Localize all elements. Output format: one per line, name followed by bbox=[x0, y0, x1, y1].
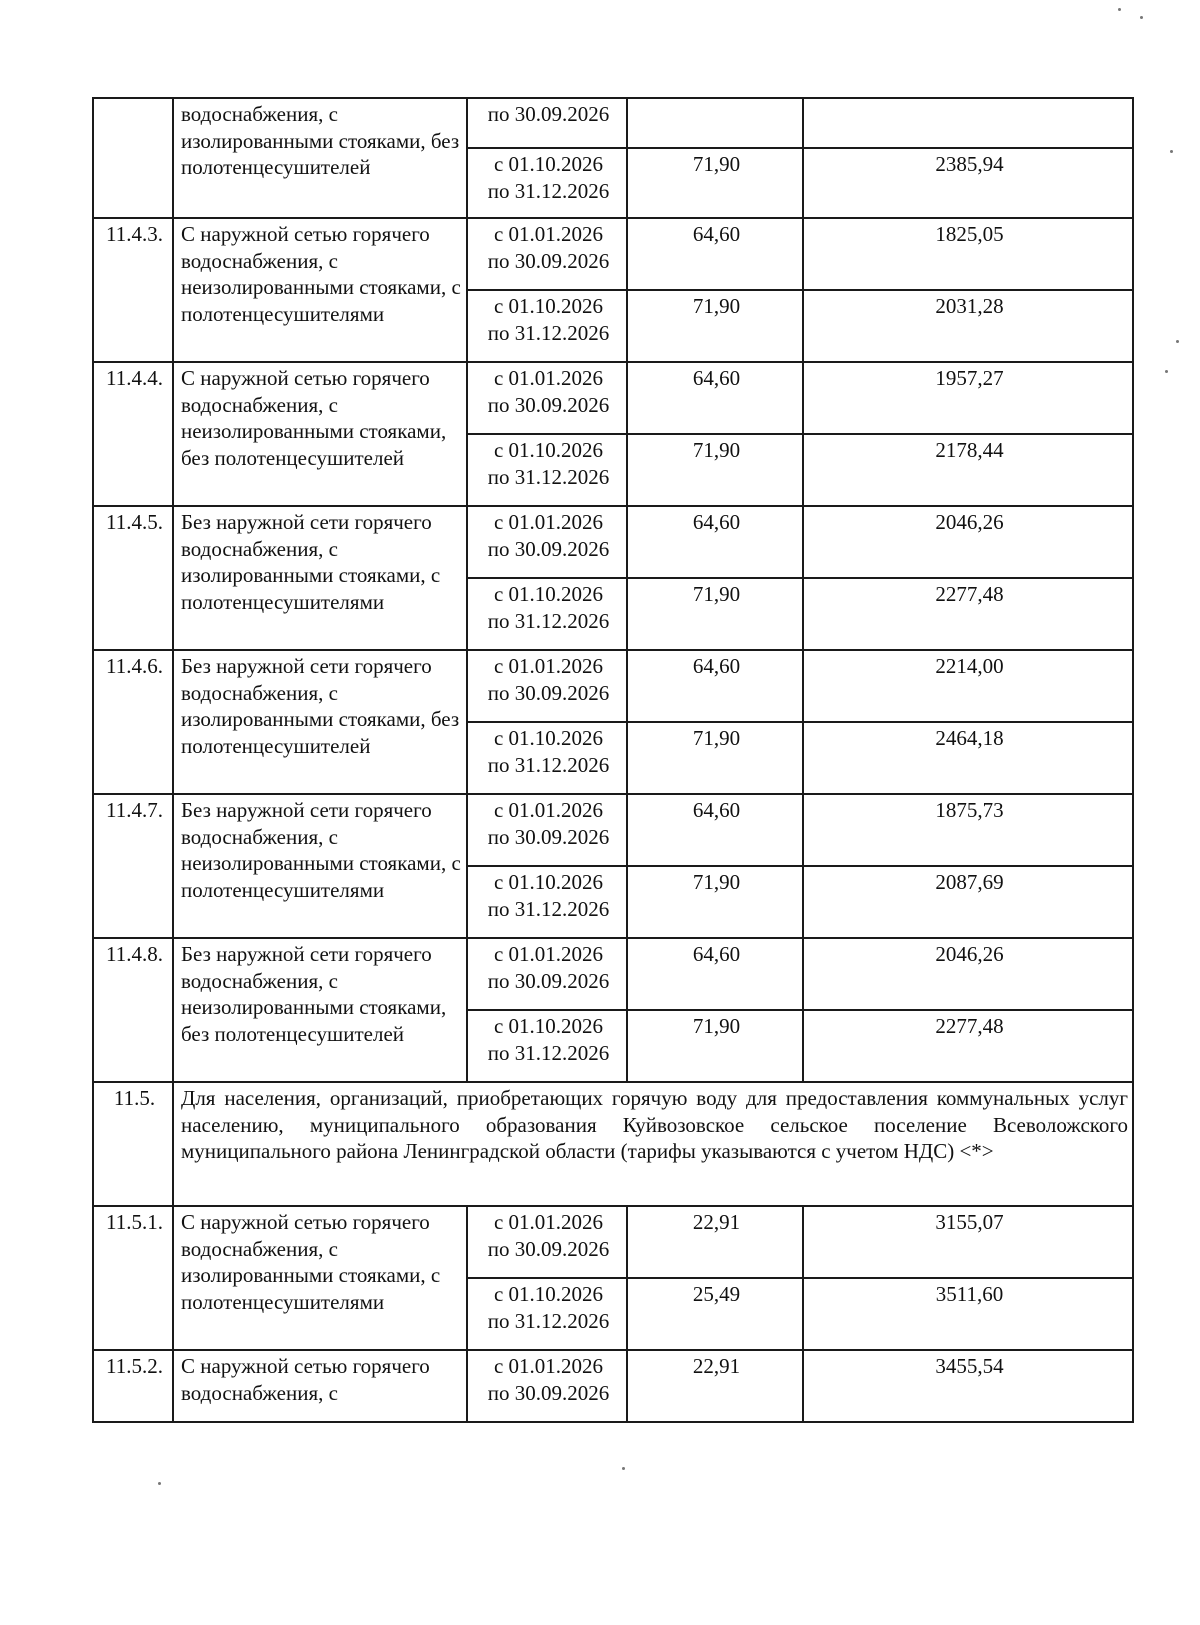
period-from: с 01.01.2026 bbox=[493, 654, 604, 678]
period-to: по 30.09.2026 bbox=[487, 968, 610, 993]
tariff-table-body bbox=[93, 98, 1133, 1422]
row-number: 11.4.4. bbox=[93, 362, 173, 506]
period-to: по 31.12.2026 bbox=[487, 896, 610, 921]
period-cell bbox=[467, 1278, 627, 1350]
table-row bbox=[93, 1206, 1133, 1278]
period-to: по 31.12.2026 bbox=[487, 320, 610, 345]
period-cell bbox=[467, 98, 627, 148]
table-row bbox=[93, 794, 1133, 866]
tariff-value: 2031,28 bbox=[803, 290, 1133, 362]
period-cell bbox=[467, 362, 627, 434]
rate-component-value: 64,60 bbox=[627, 362, 803, 434]
rate-component-value: 71,90 bbox=[627, 866, 803, 938]
rate-component-value: 64,60 bbox=[627, 506, 803, 578]
rate-component-value: 64,60 bbox=[627, 938, 803, 1010]
period-to: по 31.12.2026 bbox=[487, 1308, 610, 1333]
row-description: С наружной сетью горячего водоснабжения, с bbox=[173, 1350, 467, 1422]
row-number: 11.4.8. bbox=[93, 938, 173, 1082]
period-cell bbox=[467, 218, 627, 290]
row-description: С наружной сетью горячего водоснабжения, с неизолированными стояками, с полотенцесушителями bbox=[173, 218, 467, 362]
period-to: по 30.09.2026 bbox=[487, 248, 610, 273]
row-description: Без наружной сети горячего водоснабжения, с изолированными стояками, без полотенцесушителей bbox=[173, 650, 467, 794]
row-description: С наружной сетью горячего водоснабжения, с неизолированными стояками, без полотенцесушителей bbox=[173, 362, 467, 506]
value-cell bbox=[803, 98, 1133, 148]
period-from: с 01.10.2026 bbox=[493, 870, 604, 894]
period-from: с 01.01.2026 bbox=[493, 942, 604, 966]
period-from: с 01.10.2026 bbox=[493, 1014, 604, 1038]
tariff-value: 3455,54 bbox=[803, 1350, 1133, 1422]
period-from: с 01.10.2026 bbox=[493, 438, 604, 462]
table-row bbox=[93, 506, 1133, 578]
period-from: с 01.01.2026 bbox=[493, 1354, 604, 1378]
period-to: по 30.09.2026 bbox=[487, 392, 610, 417]
rate-component-value: 25,49 bbox=[627, 1278, 803, 1350]
tariff-value: 2385,94 bbox=[803, 148, 1133, 218]
tariff-value: 2046,26 bbox=[803, 506, 1133, 578]
row-number: 11.4.3. bbox=[93, 218, 173, 362]
period-cell bbox=[467, 578, 627, 650]
period-from: с 01.01.2026 bbox=[493, 366, 604, 390]
period-cell bbox=[467, 1010, 627, 1082]
row-description: Без наружной сети горячего водоснабжения, с неизолированными стояками, без полотенцесушителей bbox=[173, 938, 467, 1082]
period-cell bbox=[467, 290, 627, 362]
tariff-value: 3511,60 bbox=[803, 1278, 1133, 1350]
period-to: по 30.09.2026 bbox=[487, 102, 610, 126]
period-cell bbox=[467, 148, 627, 218]
row-number: 11.5.2. bbox=[93, 1350, 173, 1422]
period-cell bbox=[467, 866, 627, 938]
period-from: с 01.10.2026 bbox=[493, 582, 604, 606]
value-cell bbox=[627, 98, 803, 148]
period-from: с 01.01.2026 bbox=[493, 510, 604, 534]
row-description: С наружной сетью горячего водоснабжения, с изолированными стояками, с полотенцесушителями bbox=[173, 1206, 467, 1350]
tariff-value: 1875,73 bbox=[803, 794, 1133, 866]
tariff-value: 2214,00 bbox=[803, 650, 1133, 722]
tariff-value: 1825,05 bbox=[803, 218, 1133, 290]
period-from: с 01.10.2026 bbox=[493, 726, 604, 750]
period-from: с 01.01.2026 bbox=[493, 1210, 604, 1234]
table-row bbox=[93, 218, 1133, 290]
tariff-value: 3155,07 bbox=[803, 1206, 1133, 1278]
tariff-value: 2087,69 bbox=[803, 866, 1133, 938]
rate-component-value: 64,60 bbox=[627, 218, 803, 290]
table-row bbox=[93, 362, 1133, 434]
period-cell bbox=[467, 794, 627, 866]
section-row bbox=[93, 1082, 1133, 1206]
table-row bbox=[93, 1350, 1133, 1422]
rate-component-value: 71,90 bbox=[627, 1010, 803, 1082]
period-to: по 31.12.2026 bbox=[487, 752, 610, 777]
period-cell bbox=[467, 650, 627, 722]
table-row bbox=[93, 98, 1133, 148]
tariff-value: 1957,27 bbox=[803, 362, 1133, 434]
row-number: 11.4.5. bbox=[93, 506, 173, 650]
section-number: 11.5. bbox=[93, 1082, 173, 1206]
period-to: по 30.09.2026 bbox=[487, 680, 610, 705]
row-number: 11.4.6. bbox=[93, 650, 173, 794]
rate-component-value: 71,90 bbox=[627, 722, 803, 794]
row-description: Без наружной сети горячего водоснабжения, с изолированными стояками, с полотенцесушителями bbox=[173, 506, 467, 650]
rate-component-value: 71,90 bbox=[627, 148, 803, 218]
tariff-value: 2277,48 bbox=[803, 578, 1133, 650]
table-row bbox=[93, 650, 1133, 722]
row-number: 11.4.7. bbox=[93, 794, 173, 938]
period-cell bbox=[467, 722, 627, 794]
tariff-value: 2464,18 bbox=[803, 722, 1133, 794]
tariff-value: 2277,48 bbox=[803, 1010, 1133, 1082]
tariff-value: 2178,44 bbox=[803, 434, 1133, 506]
period-cell bbox=[467, 938, 627, 1010]
period-to: по 31.12.2026 bbox=[487, 608, 610, 633]
period-cell bbox=[467, 1206, 627, 1278]
table-row bbox=[93, 938, 1133, 1010]
period-to: по 31.12.2026 bbox=[487, 464, 610, 489]
period-to: по 31.12.2026 bbox=[487, 178, 610, 203]
rate-component-value: 64,60 bbox=[627, 794, 803, 866]
tariff-table bbox=[92, 97, 1134, 1423]
period-from: с 01.01.2026 bbox=[493, 798, 604, 822]
period-to: по 30.09.2026 bbox=[487, 1380, 610, 1405]
row-description: Без наружной сети горячего водоснабжения, с неизолированными стояками, с полотенцесушителями bbox=[173, 794, 467, 938]
rate-component-value: 22,91 bbox=[627, 1206, 803, 1278]
tariff-value: 2046,26 bbox=[803, 938, 1133, 1010]
rate-component-value: 64,60 bbox=[627, 650, 803, 722]
row-number-cell bbox=[93, 98, 173, 218]
period-cell bbox=[467, 1350, 627, 1422]
rate-component-value: 71,90 bbox=[627, 434, 803, 506]
period-cell bbox=[467, 506, 627, 578]
period-to: по 31.12.2026 bbox=[487, 1040, 610, 1065]
period-from: с 01.10.2026 bbox=[493, 152, 604, 176]
period-to: по 30.09.2026 bbox=[487, 824, 610, 849]
row-number: 11.5.1. bbox=[93, 1206, 173, 1350]
period-from: с 01.10.2026 bbox=[493, 1282, 604, 1306]
period-to: по 30.09.2026 bbox=[487, 1236, 610, 1261]
rate-component-value: 71,90 bbox=[627, 578, 803, 650]
period-to: по 30.09.2026 bbox=[487, 536, 610, 561]
period-cell bbox=[467, 434, 627, 506]
row-description: водоснабжения, с изолированными стояками, без полотенцесушителей bbox=[173, 98, 467, 218]
rate-component-value: 71,90 bbox=[627, 290, 803, 362]
rate-component-value: 22,91 bbox=[627, 1350, 803, 1422]
period-from: с 01.01.2026 bbox=[493, 222, 604, 246]
period-from: с 01.10.2026 bbox=[493, 294, 604, 318]
section-description: Для населения, организаций, приобретающих горячую воду для предоставления коммунальных услуг населению, муниципального образования Куйвозовское сельское поселение Всеволожского муниципального района Ленинградской области (тарифы указываются с учетом НДС) <*> bbox=[173, 1082, 1133, 1206]
